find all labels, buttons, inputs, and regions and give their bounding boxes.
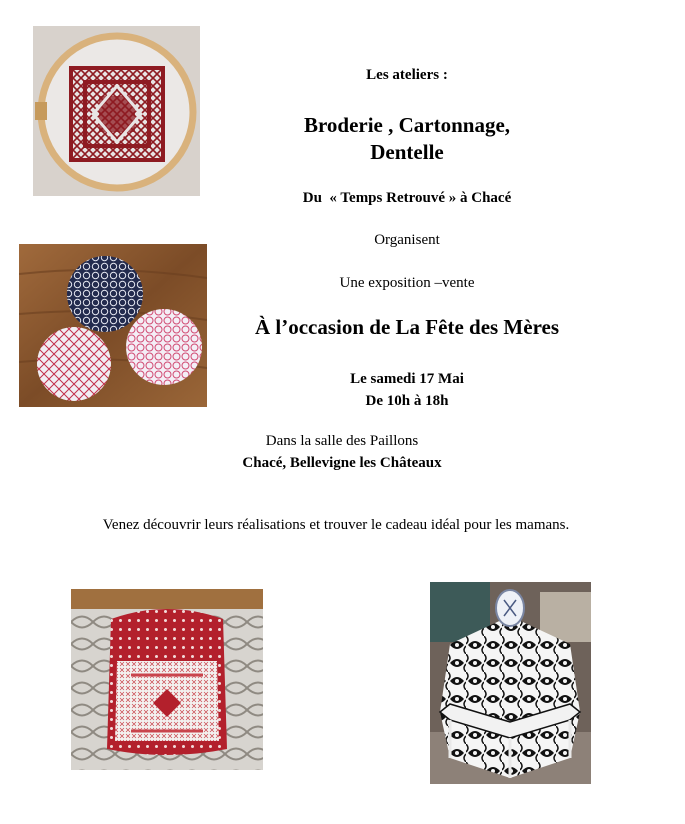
- heading-ateliers: Les ateliers :: [366, 67, 448, 83]
- crafts-line-1: Broderie , Cartonnage,: [303, 113, 511, 137]
- venue-line: Dans la salle des Paillons: [265, 433, 419, 449]
- hexagonal-box-photo: [430, 582, 591, 784]
- fabric-basket-photo: [71, 589, 263, 770]
- organizer-line: Du « Temps Retrouvé » à Chacé: [302, 190, 512, 206]
- event-type-line: Une exposition –vente: [339, 275, 475, 291]
- town-line: Chacé, Bellevigne les Châteaux: [242, 455, 442, 471]
- invitation-text: Venez découvrir leurs réalisations et trouver le cadeau idéal pour les mamans.: [102, 517, 570, 533]
- crafts-line-2: Dentelle: [370, 140, 444, 164]
- occasion-title: À l’occasion de La Fête des Mères: [254, 315, 560, 339]
- date-line: Le samedi 17 Mai: [350, 371, 464, 387]
- lace-buttons-photo: [19, 244, 207, 407]
- hours-line: De 10h à 18h: [365, 393, 449, 409]
- verb-line: Organisent: [374, 232, 440, 248]
- embroidery-hoop-photo: [33, 26, 200, 196]
